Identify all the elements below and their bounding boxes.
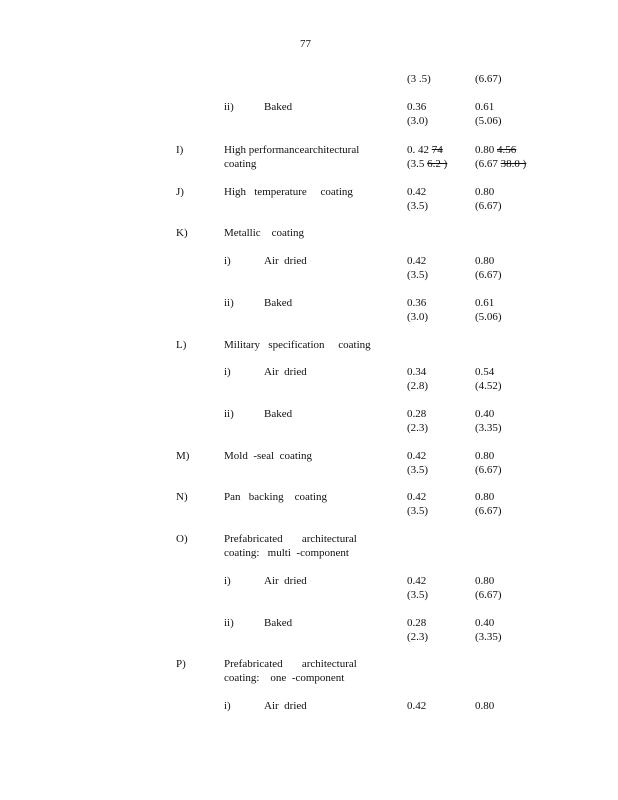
voc-value-2-metric: (3.35) xyxy=(475,631,502,643)
voc-value-1-metric: (2.3) xyxy=(407,631,429,643)
category-label: High performancearchitectural xyxy=(224,144,360,156)
category-label: Prefabricated architectural xyxy=(224,533,357,545)
voc-value-1: 0.36 xyxy=(407,297,427,309)
voc-value-2-metric: (6.67) xyxy=(475,269,502,281)
category-letter: I) xyxy=(176,144,184,156)
page-number: 77 xyxy=(300,38,311,50)
voc-value-2-metric xyxy=(475,157,526,171)
category-label: High temperature coating xyxy=(224,186,353,198)
voc-value-current: 0. 42 xyxy=(407,144,432,156)
category-letter: L) xyxy=(176,339,187,351)
voc-value-2: 0.54 xyxy=(475,366,495,378)
category-letter: N) xyxy=(176,491,188,503)
voc-value-struck: 4.56 xyxy=(497,144,517,156)
voc-value-1-metric: (2.8) xyxy=(407,380,429,392)
sub-item-label: Air dried xyxy=(264,366,307,378)
voc-value-2-metric: (6.67) xyxy=(475,464,502,476)
voc-value-1: 0.36 xyxy=(407,101,427,113)
voc-value-1: 0.42 xyxy=(407,255,427,267)
voc-value-2 xyxy=(475,143,516,157)
voc-value-1-metric: (3.5) xyxy=(407,505,429,517)
sub-item-numeral: ii) xyxy=(224,408,234,420)
category-label: Metallic coating xyxy=(224,227,305,239)
voc-value-2: 0.80 xyxy=(475,575,495,587)
voc-value-current: (3.5 xyxy=(407,158,428,170)
category-letter: P) xyxy=(176,658,186,670)
voc-value-2: 0.61 xyxy=(475,101,495,113)
sub-item-label: Air dried xyxy=(264,255,307,267)
voc-value-2: 0.80 xyxy=(475,255,495,267)
voc-value-1: (3 .5) xyxy=(407,73,431,85)
category-label-cont: coating: multi -component xyxy=(224,547,349,559)
voc-value-2-metric: (5.06) xyxy=(475,115,502,127)
voc-value-1-metric: (3.5) xyxy=(407,589,429,601)
sub-item-label: Air dried xyxy=(264,575,307,587)
voc-value-2-metric: (6.67) xyxy=(475,200,502,212)
category-label: Military specification coating xyxy=(224,339,371,351)
sub-item-label: Baked xyxy=(264,297,293,309)
category-label: Pan backing coating xyxy=(224,491,327,503)
voc-value-2: (6.67) xyxy=(475,73,502,85)
voc-value-2: 0.40 xyxy=(475,408,495,420)
voc-value-2-metric: (6.67) xyxy=(475,505,502,517)
sub-item-numeral: i) xyxy=(224,575,231,587)
voc-value-1: 0.28 xyxy=(407,408,427,420)
voc-value-1: 0.42 xyxy=(407,491,427,503)
voc-value-1: 0.28 xyxy=(407,617,427,629)
sub-item-label: Baked xyxy=(264,101,293,113)
voc-value-struck: 38.0 ) xyxy=(500,158,527,170)
voc-value-1: 0.34 xyxy=(407,366,427,378)
voc-value-1 xyxy=(407,143,443,157)
voc-value-2: 0.80 xyxy=(475,700,495,712)
sub-item-numeral: ii) xyxy=(224,297,234,309)
voc-value-1: 0.42 xyxy=(407,575,427,587)
voc-value-1-metric: (3.0) xyxy=(407,311,429,323)
voc-value-struck: 6.2 ) xyxy=(427,158,448,170)
sub-item-label: Baked xyxy=(264,408,293,420)
voc-value-2-metric: (5.06) xyxy=(475,311,502,323)
sub-item-label: Baked xyxy=(264,617,293,629)
voc-value-1-metric: (3.0) xyxy=(407,115,429,127)
voc-value-2: 0.40 xyxy=(475,617,495,629)
sub-item-numeral: ii) xyxy=(224,101,234,113)
voc-value-1-metric: (2.3) xyxy=(407,422,429,434)
voc-value-2-metric: (3.35) xyxy=(475,422,502,434)
voc-value-1: 0.42 xyxy=(407,186,427,198)
sub-item-label: Air dried xyxy=(264,700,307,712)
voc-value-1-metric: (3.5) xyxy=(407,200,429,212)
voc-value-struck: 74 xyxy=(431,144,443,156)
voc-value-2: 0.80 xyxy=(475,491,495,503)
category-label: Prefabricated architectural xyxy=(224,658,357,670)
category-letter: O) xyxy=(176,533,188,545)
voc-value-2: 0.61 xyxy=(475,297,495,309)
category-letter: K) xyxy=(176,227,188,239)
category-label-cont: coating: one -component xyxy=(224,672,345,684)
voc-value-1-metric: (3.5) xyxy=(407,464,429,476)
category-letter: M) xyxy=(176,450,190,462)
voc-value-1: 0.42 xyxy=(407,450,427,462)
voc-value-current: (6.67 xyxy=(475,158,501,170)
sub-item-numeral: i) xyxy=(224,366,231,378)
voc-value-2-metric: (4.52) xyxy=(475,380,502,392)
category-letter: J) xyxy=(176,186,184,198)
category-label: Mold -seal coating xyxy=(224,450,312,462)
voc-value-2: 0.80 xyxy=(475,450,495,462)
category-label-cont: coating xyxy=(224,158,257,170)
voc-value-2: 0.80 xyxy=(475,186,495,198)
voc-value-1: 0.42 xyxy=(407,700,427,712)
sub-item-numeral: i) xyxy=(224,700,231,712)
voc-value-current: 0.80 xyxy=(475,144,497,156)
voc-value-2-metric: (6.67) xyxy=(475,589,502,601)
sub-item-numeral: i) xyxy=(224,255,231,267)
sub-item-numeral: ii) xyxy=(224,617,234,629)
voc-value-1-metric: (3.5) xyxy=(407,269,429,281)
voc-value-1-metric xyxy=(407,157,447,171)
